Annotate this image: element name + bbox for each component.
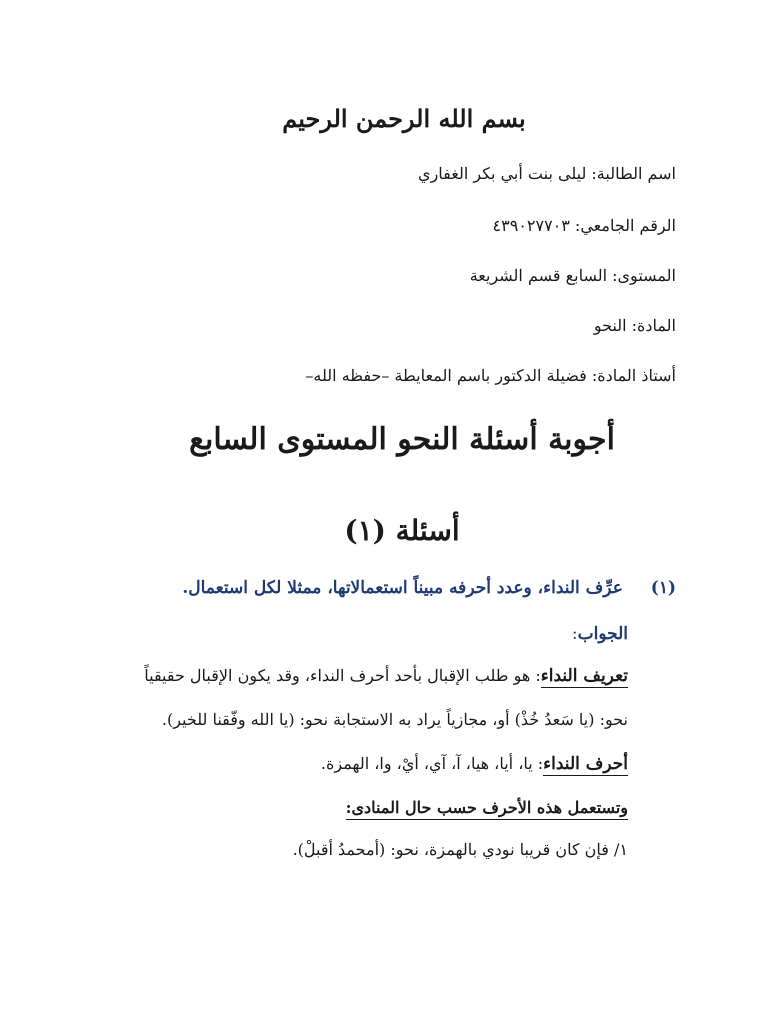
level-line: المستوى: السابع قسم الشريعة [469,266,676,285]
usage-item-1: ١/ فإن كان قريبا نودي بالهمزة، نحو: (أمحمدُ أقبلْ). [292,840,628,859]
definition-line-2: نحو: (يا سَعدُ خُذْ) أو، مجازياً يراد به الاستجابة نحو: (يا الله وفّقنا للخير). [161,710,628,729]
document-title: أجوبة أسئلة النحو المستوى السابع [189,422,615,457]
usage-heading: وتستعمل هذه الأحرف حسب حال المنادى: [346,798,628,820]
answer-label [572,624,628,644]
student-id-line: الرقم الجامعي: ٤٣٩٠٢٧٧٠٣ [492,216,676,235]
student-name-line: اسم الطالبة: ليلى بنت أبي بكر الغفاري [418,164,676,183]
question-1 [182,578,676,598]
definition-text-1: : هو طلب الإقبال بأحد أحرف النداء، وقد يكون الإقبال حقيقياً [144,666,541,685]
definition-term: تعريف النداء [540,666,628,686]
definition-line-1 [144,666,628,686]
teacher-line: أستاذ المادة: فضيلة الدكتور باسم المعايطة –حفظه الله– [305,366,676,385]
question-number: (١) [650,578,676,598]
question-text: عرِّف النداء، وعدد أحرفه مبيناً استعمالاتها، ممثلا لكل استعمال. [182,578,623,598]
subject-line: المادة: النحو [593,316,676,335]
letters-line [321,754,628,774]
basmala-heading: بسم الله الرحمن الرحيم [282,104,526,133]
section-subtitle: أسئلة (١) [344,514,460,547]
letters-text: : يا، أيا، هيا، آ، آي، أيْ، وا، الهمزة. [320,754,544,773]
answer-label-colon: : [571,624,578,644]
answer-label-text: الجواب [577,624,628,644]
letters-term: أحرف النداء [543,754,628,774]
usage-heading-line [346,798,628,817]
